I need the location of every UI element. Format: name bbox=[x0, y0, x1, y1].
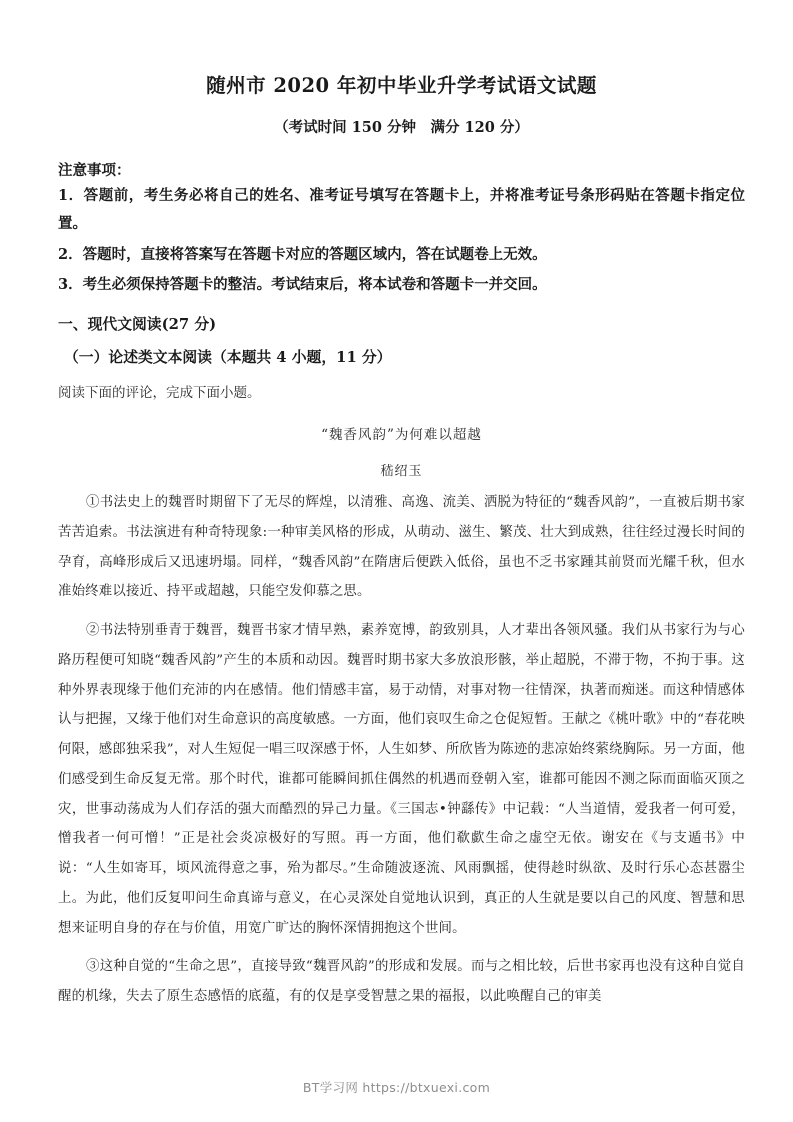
page-title: 随州市 2020 年初中毕业升学考试语文试题 bbox=[206, 74, 597, 97]
subsection-heading: （一）论述类文本阅读（本题共 4 小题，11 分） bbox=[64, 349, 392, 367]
footer-watermark: BT学习网 https://btxuexi.com bbox=[302, 1080, 491, 1095]
notice-item-2: 2．答题时，直接将答案写在答题卡对应的答题区域内，答在试题卷上无效。 bbox=[58, 245, 547, 263]
article-title: “魏香风韵”为何难以超越 bbox=[321, 427, 482, 444]
article-paragraph-1: ①书法史上的魏晋时期留下了无尽的辉煌，以清雅、高逸、流美、洒脱为特征的“魏香风韵”，一直被后期书家苦苦追索。书法演进有种奇特现象:一种审美风格的形成，从萌动、滋生、繁茂、壮大到成熟，往往经过漫长时间的孕育，高峰形成后又迅速坍塌。同样，“魏香风韵”在隋唐后便跌入低俗，虽也不乏书家踵其前贤而光耀千秋，但水准始终难以接近、持平或超越，只能空发仰慕之思。 bbox=[58, 495, 745, 600]
section-heading: 一、现代文阅读(27 分) bbox=[58, 316, 217, 334]
article-paragraph-3: ③这种自觉的“生命之思”，直接导致“魏晋风韵”的形成和发展。而与之相比较，后世书家再也没有这种自觉自醒的机缘，失去了原生态感悟的底蕴，有的仅是享受智慧之果的福报，以此唤醒自己的审美 bbox=[58, 959, 745, 1005]
reading-instruction: 阅读下面的评论，完成下面小题。 bbox=[58, 385, 261, 402]
notice-item-1: 1．答题前，考生务必将自己的姓名、准考证号填写在答题卡上，并将准考证号条形码贴在答题卡指定位置。 bbox=[58, 187, 745, 233]
article-paragraph-2: ②书法特别垂青于魏晋，魏晋书家才情早熟，素养宽博，韵致别具，人才辈出各领风骚。我们从书家行为与心路历程便可知晓“魏香风韵”产生的本质和动因。魏晋时期书家大多放浪形骸，举止超脱，不滞于物，不拘于事。这种外界表现缘于他们充沛的内在感情。他们情感丰富，易于动情，对事对物一往情深，执著而痴迷。而这种情感体认与把握，又缘于他们对生命意识的高度敏感。一方面，他们哀叹生命之仓促短暂。王献之《桃叶歌》中的“春花映何限，感郎独采我”，对人生短促一唱三叹深感于怀，人生如梦、所欣皆为陈迹的悲凉始终萦绕胸际。另一方面，他们感受到生命反复无常。那个时代，谁都可能瞬间抓住偶然的机遇而登朝入室，谁都可能因不测之际而面临灭顶之灾，世事动荡成为人们存活的强大而酷烈的异己力量。《三国志•钟繇传》中记载：“人当道情，爱我者一何可爱，憎我者一何可憎！”正是社会炎凉极好的写照。再一方面，他们欷歔生命之虚空无依。谢安在《与支遁书》中说：“人生如寄耳，顷风流得意之事，殆为都尽。”生命随波逐流、风雨飘摇，使得趁时纵欲、及时行乐心态甚嚣尘上。为此，他们反复叩问生命真谛与意义，在心灵深处自觉地认识到，真正的人生就是要以自己的风度、智慧和思想来证明自身的存在与价值，用宽广旷达的胸怀深情拥抱这个世间。 bbox=[58, 623, 746, 936]
article-author: 嵇绍玉 bbox=[380, 464, 423, 480]
notice-item-3: 3．考生必须保持答题卡的整洁。考试结束后，将本试卷和答题卡一并交回。 bbox=[58, 275, 547, 293]
exam-subtitle: （考试时间 150 分钟 满分 120 分） bbox=[274, 119, 529, 136]
notice-heading: 注意事项： bbox=[58, 162, 131, 179]
